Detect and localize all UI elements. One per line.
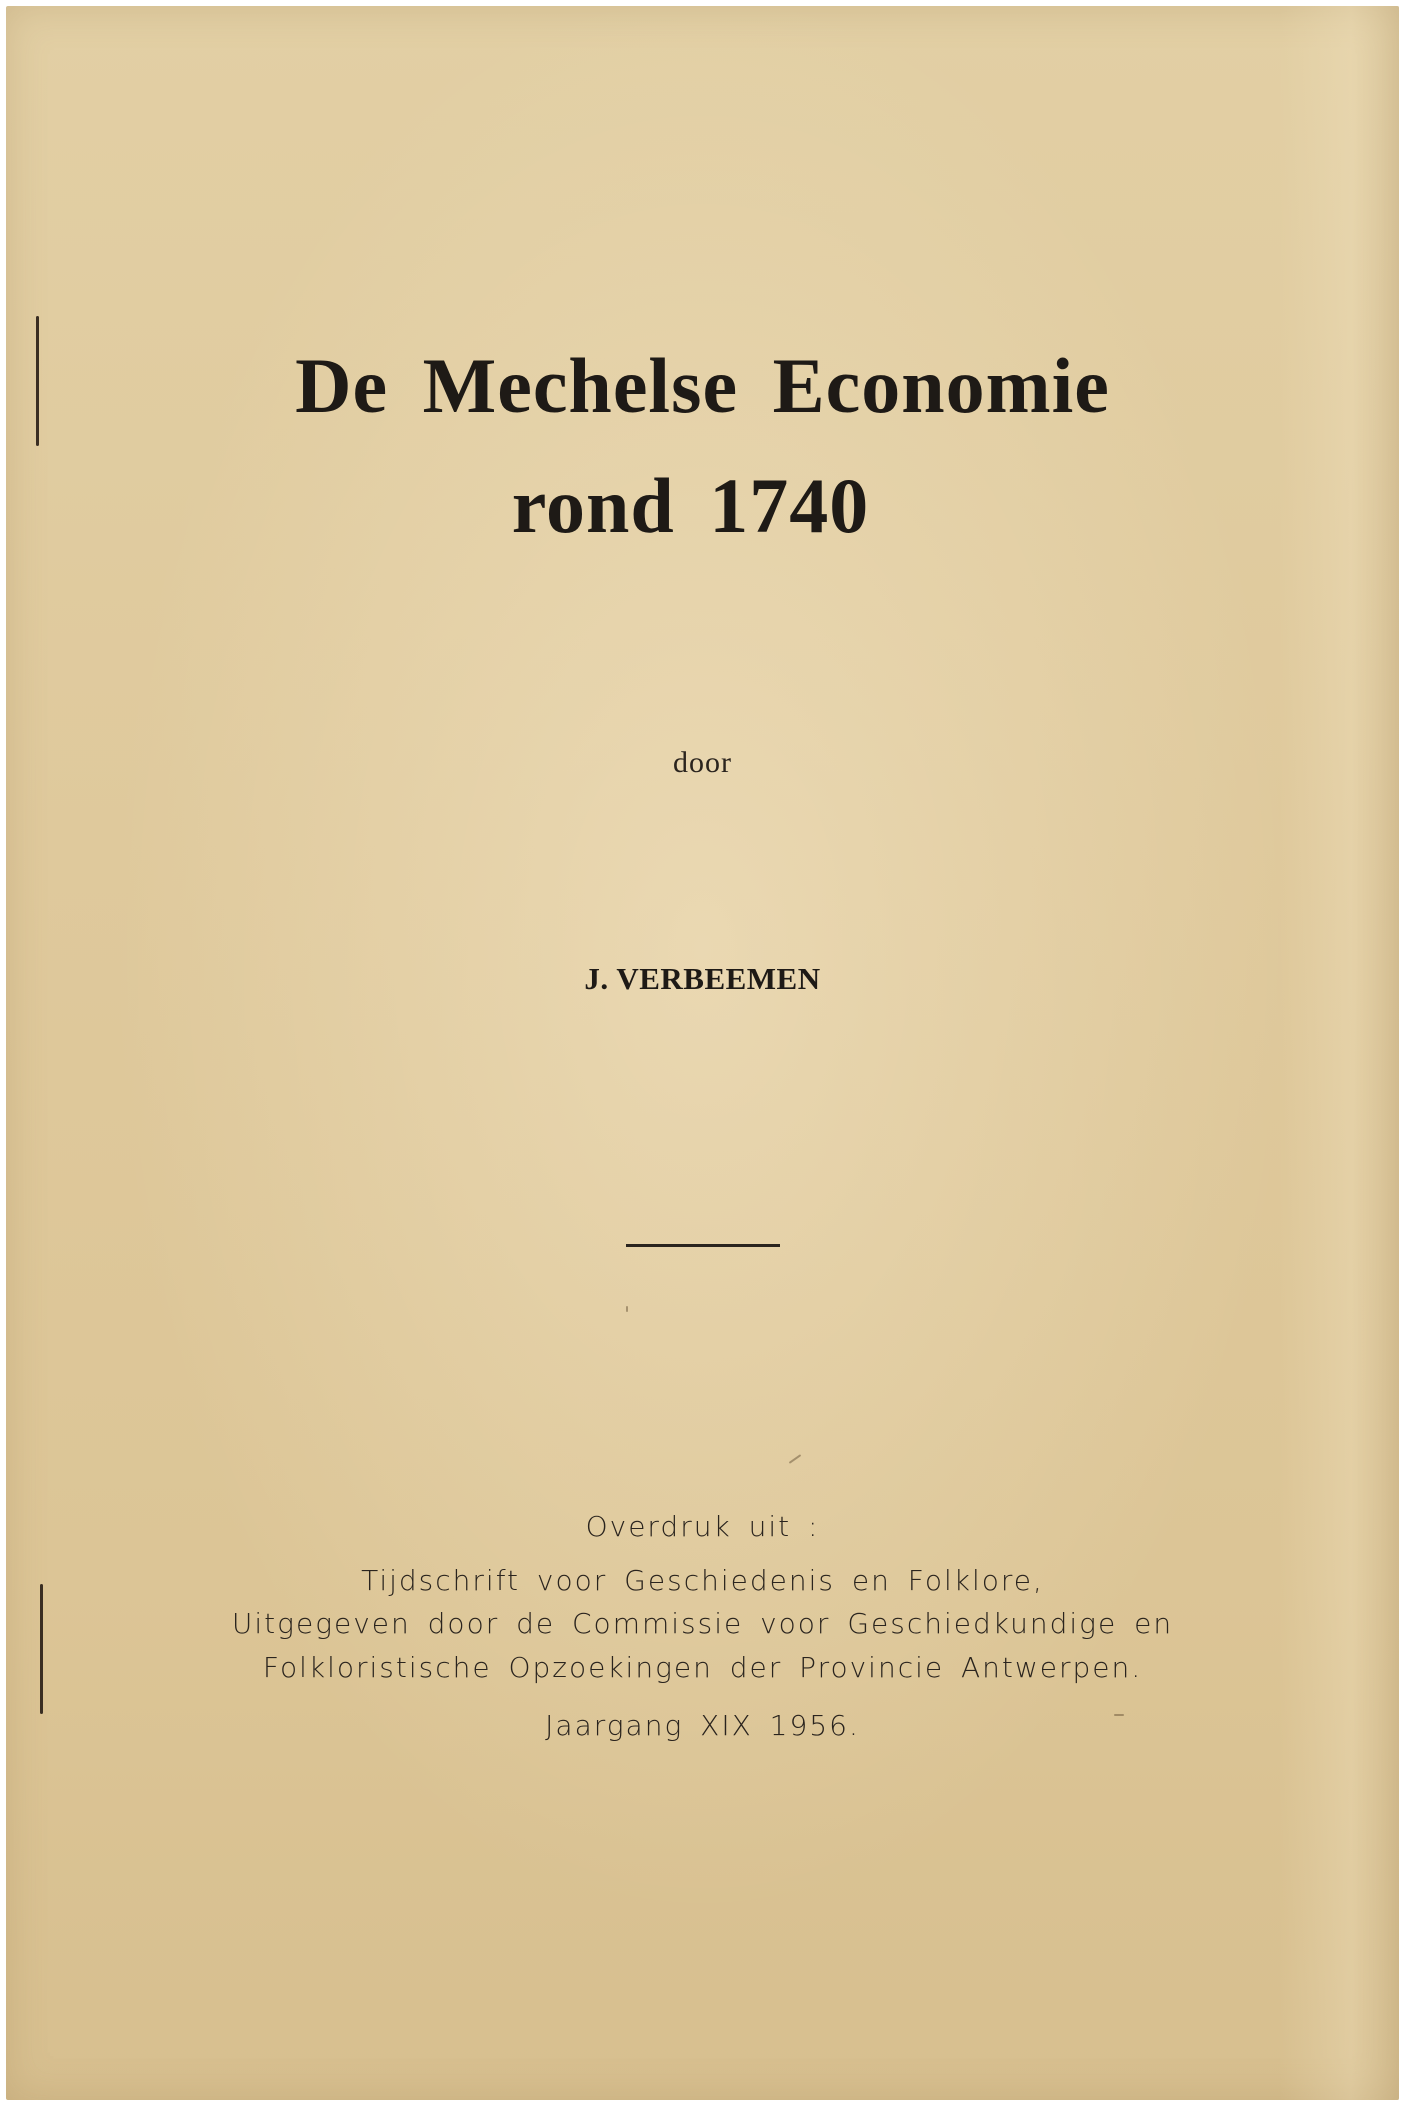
author-name: J. VERBEEMEN bbox=[584, 961, 821, 996]
paper-speck bbox=[626, 1306, 628, 1312]
imprint-label: Overdruk uit : bbox=[585, 1510, 820, 1543]
byline-door: door bbox=[673, 746, 732, 779]
staple-bottom bbox=[40, 1584, 43, 1714]
separator-rule bbox=[626, 1244, 780, 1247]
title-line-2: rond 1740 bbox=[511, 462, 870, 549]
imprint-line-journal: Tijdschrift voor Geschiedenis en Folklore, bbox=[361, 1564, 1044, 1597]
imprint-line-publisher: Uitgegeven door de Commissie voor Geschiedkundige en bbox=[231, 1607, 1174, 1640]
title-line-1: De Mechelse Economie bbox=[295, 342, 1110, 429]
paper-speck bbox=[789, 1454, 802, 1464]
booklet-cover bbox=[6, 6, 1399, 2100]
imprint-volume-year: Jaargang XIX 1956. bbox=[545, 1709, 860, 1742]
paper-edge-shading bbox=[1279, 6, 1399, 2100]
imprint-line-province: Folkloristische Opzoekingen der Provincie Antwerpen. bbox=[262, 1651, 1143, 1684]
